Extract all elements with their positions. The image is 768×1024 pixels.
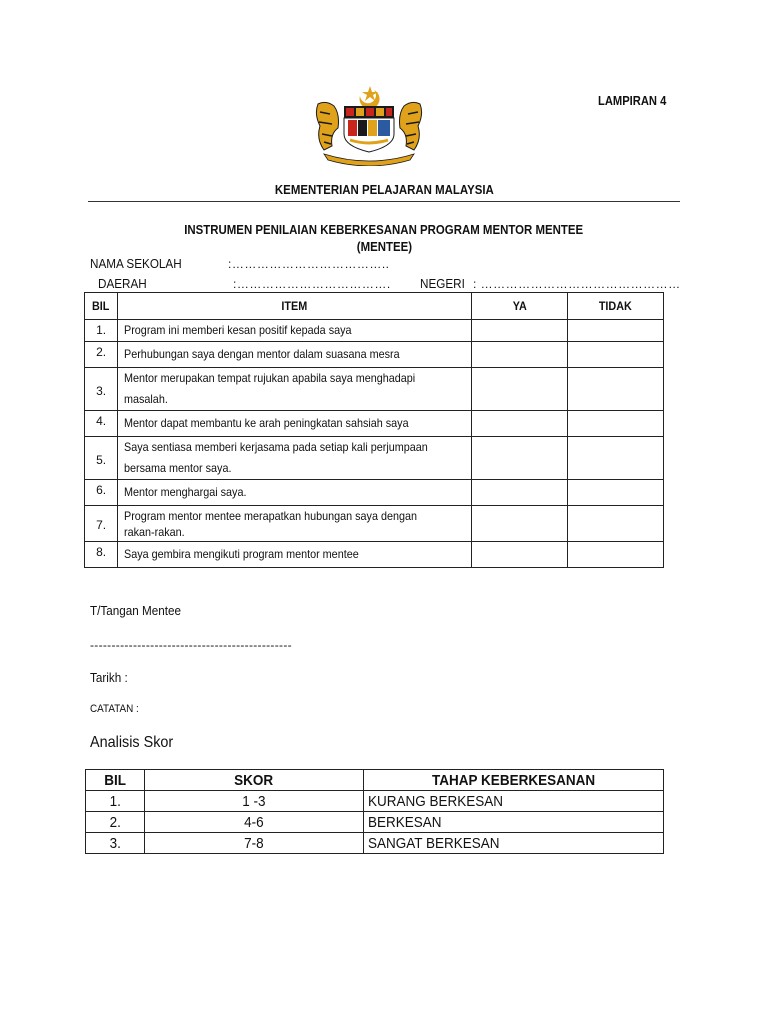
document-subtitle: (MENTEE) — [356, 239, 412, 254]
score-header-row — [86, 770, 664, 791]
row-item: Mentor dapat membantu ke arah peningkatan sahsiah saya — [118, 411, 472, 437]
effectiveness-level: KURANG BERKESAN — [364, 791, 664, 812]
table-row — [85, 342, 664, 368]
ya-checkbox-cell[interactable] — [472, 411, 568, 437]
header-bil: BIL — [86, 770, 145, 791]
tidak-checkbox-cell[interactable] — [568, 320, 664, 342]
document-title: INSTRUMEN PENILAIAN KEBERKESANAN PROGRAM MENTOR MENTEE — [184, 222, 584, 237]
table-row — [85, 506, 664, 542]
row-item: Saya gembira mengikuti program mentor mentee — [118, 542, 472, 568]
table-row — [86, 833, 664, 854]
header-tahap: TAHAP KEBERKESANAN — [364, 770, 664, 791]
row-number: 7. — [85, 506, 118, 542]
signature-label: T/Tangan Mentee — [90, 603, 182, 618]
table-row — [85, 368, 664, 411]
row-item: Saya sentiasa memberi kerjasama pada setiap kali perjumpaan bersama mentor saya. — [118, 437, 472, 480]
district-field[interactable]: :………………………………. — [233, 277, 391, 291]
row-number: 2. — [85, 342, 118, 368]
ya-checkbox-cell[interactable] — [472, 437, 568, 480]
score-bil: 2. — [86, 812, 145, 833]
table-row — [85, 542, 664, 568]
header-divider — [88, 201, 680, 202]
ya-checkbox-cell[interactable] — [472, 542, 568, 568]
ya-checkbox-cell[interactable] — [472, 480, 568, 506]
state-field[interactable]: : ………………………………………… — [473, 277, 681, 291]
coat-of-arms-logo — [310, 84, 428, 166]
evaluation-table — [84, 292, 664, 568]
tidak-checkbox-cell[interactable] — [568, 437, 664, 480]
table-row — [85, 320, 664, 342]
ya-checkbox-cell[interactable] — [472, 320, 568, 342]
header-item: ITEM — [118, 293, 472, 320]
score-range: 4-6 — [145, 812, 364, 833]
table-header-row — [85, 293, 664, 320]
score-range: 1 -3 — [145, 791, 364, 812]
row-number: 8. — [85, 542, 118, 568]
ya-checkbox-cell[interactable] — [472, 506, 568, 542]
state-label: NEGERI — [420, 276, 465, 291]
analysis-heading: Analisis Skor — [90, 734, 174, 751]
row-item: Perhubungan saya dengan mentor dalam suasana mesra — [118, 342, 472, 368]
tidak-checkbox-cell[interactable] — [568, 368, 664, 411]
tidak-checkbox-cell[interactable] — [568, 542, 664, 568]
row-item: Mentor menghargai saya. — [118, 480, 472, 506]
notes-label: CATATAN : — [90, 703, 139, 715]
table-row — [86, 812, 664, 833]
row-item: Program mentor mentee merapatkan hubungan saya dengan rakan-rakan. — [118, 506, 472, 542]
row-number: 6. — [85, 480, 118, 506]
tidak-checkbox-cell[interactable] — [568, 342, 664, 368]
effectiveness-level: BERKESAN — [364, 812, 664, 833]
row-number: 3. — [85, 368, 118, 411]
table-row — [85, 480, 664, 506]
score-bil: 3. — [86, 833, 145, 854]
date-label: Tarikh : — [90, 670, 128, 685]
signature-line[interactable]: ----------------------------------------------- — [90, 638, 292, 652]
table-row — [85, 411, 664, 437]
header-bil: BIL — [85, 293, 118, 320]
score-range: 7-8 — [145, 833, 364, 854]
header-ya: YA — [472, 293, 568, 320]
school-name-field[interactable]: :……………………………….. — [228, 257, 390, 271]
district-label: DAERAH — [98, 276, 147, 291]
tidak-checkbox-cell[interactable] — [568, 506, 664, 542]
score-bil: 1. — [86, 791, 145, 812]
appendix-label: LAMPIRAN 4 — [598, 93, 667, 108]
row-number: 1. — [85, 320, 118, 342]
row-number: 4. — [85, 411, 118, 437]
school-name-label: NAMA SEKOLAH — [90, 256, 182, 271]
effectiveness-level: SANGAT BERKESAN — [364, 833, 664, 854]
ya-checkbox-cell[interactable] — [472, 342, 568, 368]
tidak-checkbox-cell[interactable] — [568, 480, 664, 506]
score-analysis-table — [85, 769, 664, 854]
header-tidak: TIDAK — [568, 293, 664, 320]
table-row — [85, 437, 664, 480]
row-item: Program ini memberi kesan positif kepada saya — [118, 320, 472, 342]
ministry-heading: KEMENTERIAN PELAJARAN MALAYSIA — [274, 182, 494, 197]
tidak-checkbox-cell[interactable] — [568, 411, 664, 437]
table-row — [86, 791, 664, 812]
row-item: Mentor merupakan tempat rujukan apabila saya menghadapi masalah. — [118, 368, 472, 411]
ya-checkbox-cell[interactable] — [472, 368, 568, 411]
header-skor: SKOR — [145, 770, 364, 791]
row-number: 5. — [85, 437, 118, 480]
